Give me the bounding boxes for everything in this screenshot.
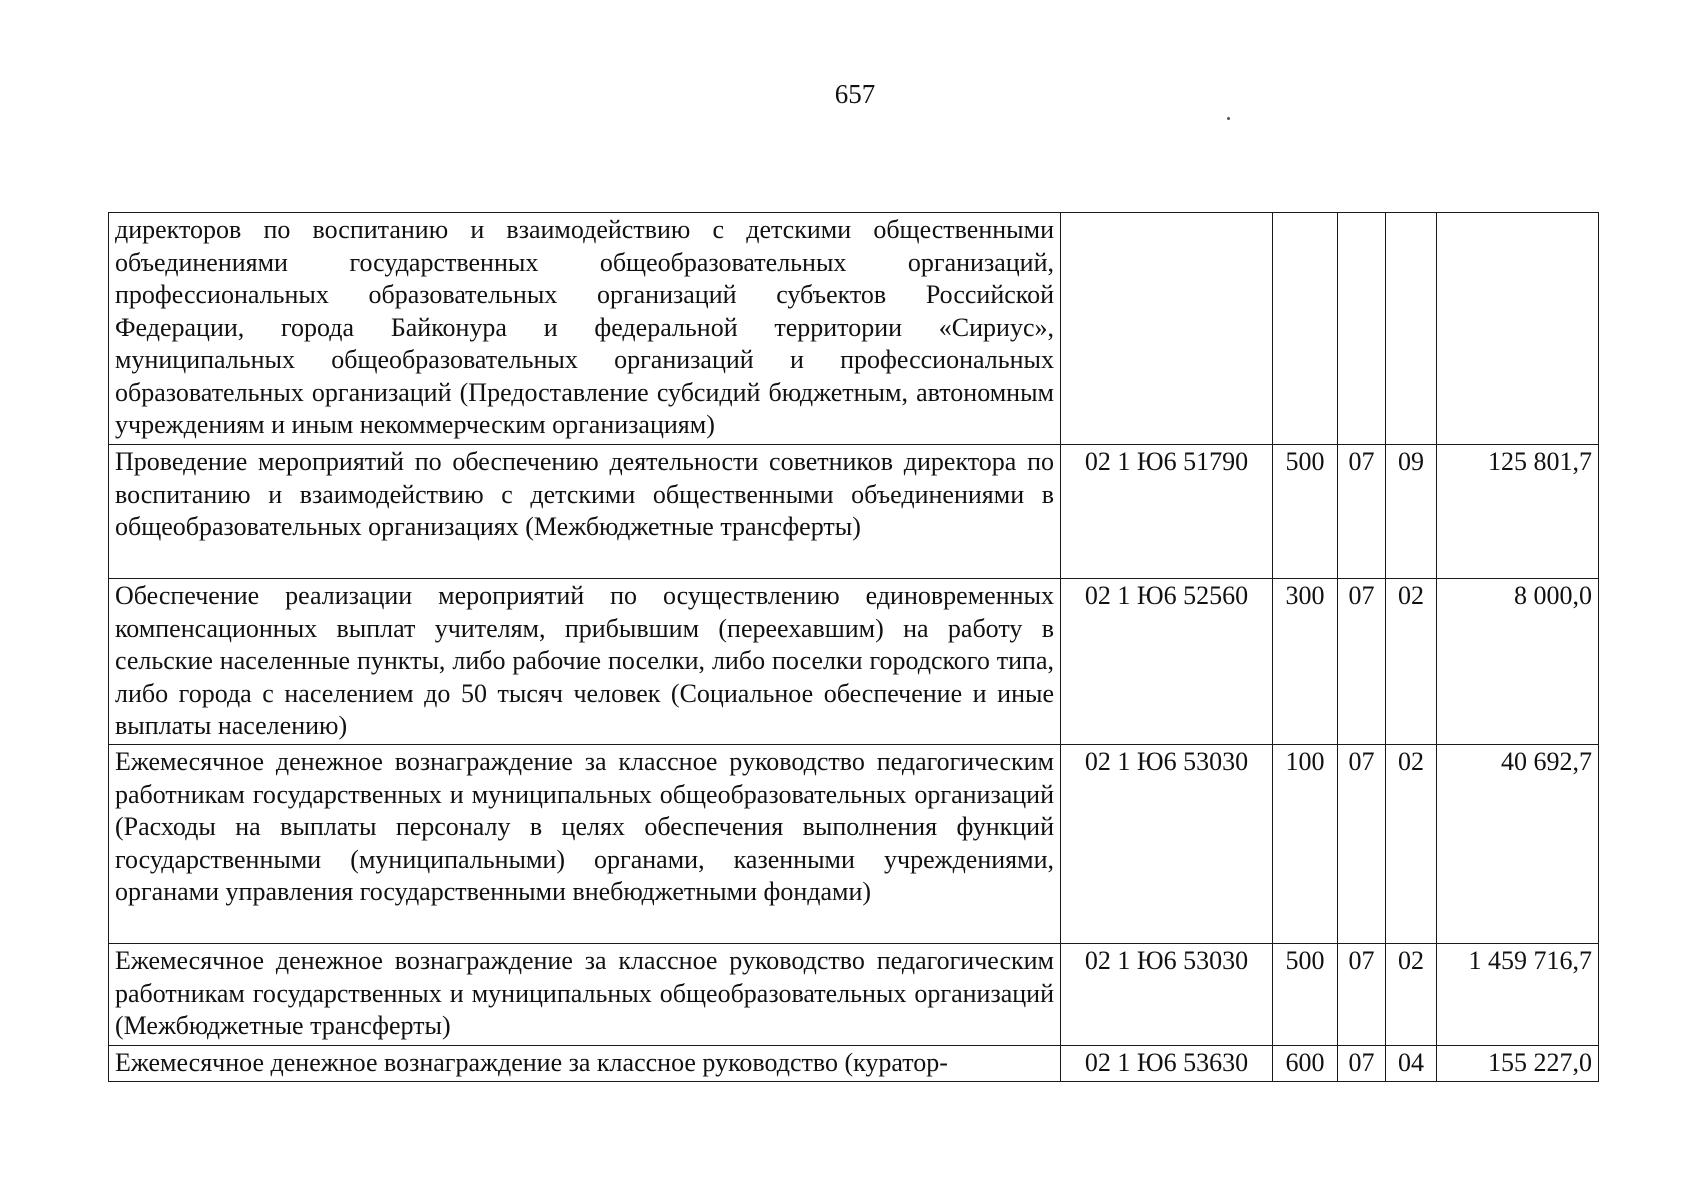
expense-type-code: 500 bbox=[1273, 445, 1338, 579]
target-article-code: 02 1 Ю6 52560 bbox=[1061, 579, 1273, 745]
expense-type-code: 300 bbox=[1273, 579, 1338, 745]
expense-type-code: 100 bbox=[1273, 745, 1338, 944]
budget-table bbox=[108, 212, 1599, 1082]
subsection-code: 02 bbox=[1386, 745, 1437, 944]
section-code: 07 bbox=[1338, 579, 1386, 745]
amount: 40 692,7 bbox=[1437, 745, 1599, 944]
subsection-code: 04 bbox=[1386, 1046, 1437, 1082]
expense-type-code: 500 bbox=[1273, 944, 1338, 1046]
subsection-code: 02 bbox=[1386, 579, 1437, 745]
amount: 8 000,0 bbox=[1437, 579, 1599, 745]
row-description: Обеспечение реализации мероприятий по осуществлению единовременных компенсационных выплат учителям, прибывшим (переехавшим) на работу в сельские населенные пункты, либо рабочие поселки, либо поселки городского типа, либо города с населением до 50 тысяч человек (Социальное обеспечение и иные выплаты населению) bbox=[109, 579, 1061, 745]
section-code: 07 bbox=[1338, 445, 1386, 579]
section-code: 07 bbox=[1338, 745, 1386, 944]
target-article-code: 02 1 Ю6 51790 bbox=[1061, 445, 1273, 579]
amount: 125 801,7 bbox=[1437, 445, 1599, 579]
target-article-code bbox=[1061, 213, 1273, 445]
page-number: 657 bbox=[834, 79, 876, 109]
row-description: Ежемесячное денежное вознаграждение за классное руководство педагогическим работникам государственных и муниципальных общеобразовательных организаций (Расходы на выплаты персоналу в целях обеспечения выполнения функций государственными (муниципальными) органами, казенными учреждениями, органами управления государственными внебюджетными фондами) bbox=[109, 745, 1061, 944]
table-row bbox=[109, 213, 1599, 445]
row-description: директоров по воспитанию и взаимодействию с детскими общественными объединениями государственных общеобразовательных организаций, профессиональных образовательных организаций субъектов Российской Федерации, города Байконура и федеральной территории «Сириус», муниципальных общеобразовательных организаций и профессиональных образовательных организаций (Предоставление субсидий бюджетным, автономным учреждениям и иным некоммерческим организациям) bbox=[109, 213, 1061, 445]
table-row bbox=[109, 745, 1599, 944]
scan-speck bbox=[1227, 117, 1230, 120]
amount: 1 459 716,7 bbox=[1437, 944, 1599, 1046]
expense-type-code bbox=[1273, 213, 1338, 445]
row-description: Ежемесячное денежное вознаграждение за классное руководство (куратор- bbox=[109, 1046, 1061, 1082]
target-article-code: 02 1 Ю6 53630 bbox=[1061, 1046, 1273, 1082]
subsection-code bbox=[1386, 213, 1437, 445]
expense-type-code: 600 bbox=[1273, 1046, 1338, 1082]
amount bbox=[1437, 213, 1599, 445]
subsection-code: 09 bbox=[1386, 445, 1437, 579]
table-row bbox=[109, 445, 1599, 579]
row-description: Проведение мероприятий по обеспечению деятельности советников директора по воспитанию и взаимодействию с детскими общественными объединениями в общеобразовательных организациях (Межбюджетные трансферты) bbox=[109, 445, 1061, 579]
subsection-code: 02 bbox=[1386, 944, 1437, 1046]
table-row bbox=[109, 1046, 1599, 1082]
amount: 155 227,0 bbox=[1437, 1046, 1599, 1082]
section-code: 07 bbox=[1338, 1046, 1386, 1082]
row-description: Ежемесячное денежное вознаграждение за классное руководство педагогическим работникам государственных и муниципальных общеобразовательных организаций (Межбюджетные трансферты) bbox=[109, 944, 1061, 1046]
section-code: 07 bbox=[1338, 944, 1386, 1046]
table-row bbox=[109, 944, 1599, 1046]
target-article-code: 02 1 Ю6 53030 bbox=[1061, 745, 1273, 944]
target-article-code: 02 1 Ю6 53030 bbox=[1061, 944, 1273, 1046]
table-row bbox=[109, 579, 1599, 745]
section-code bbox=[1338, 213, 1386, 445]
